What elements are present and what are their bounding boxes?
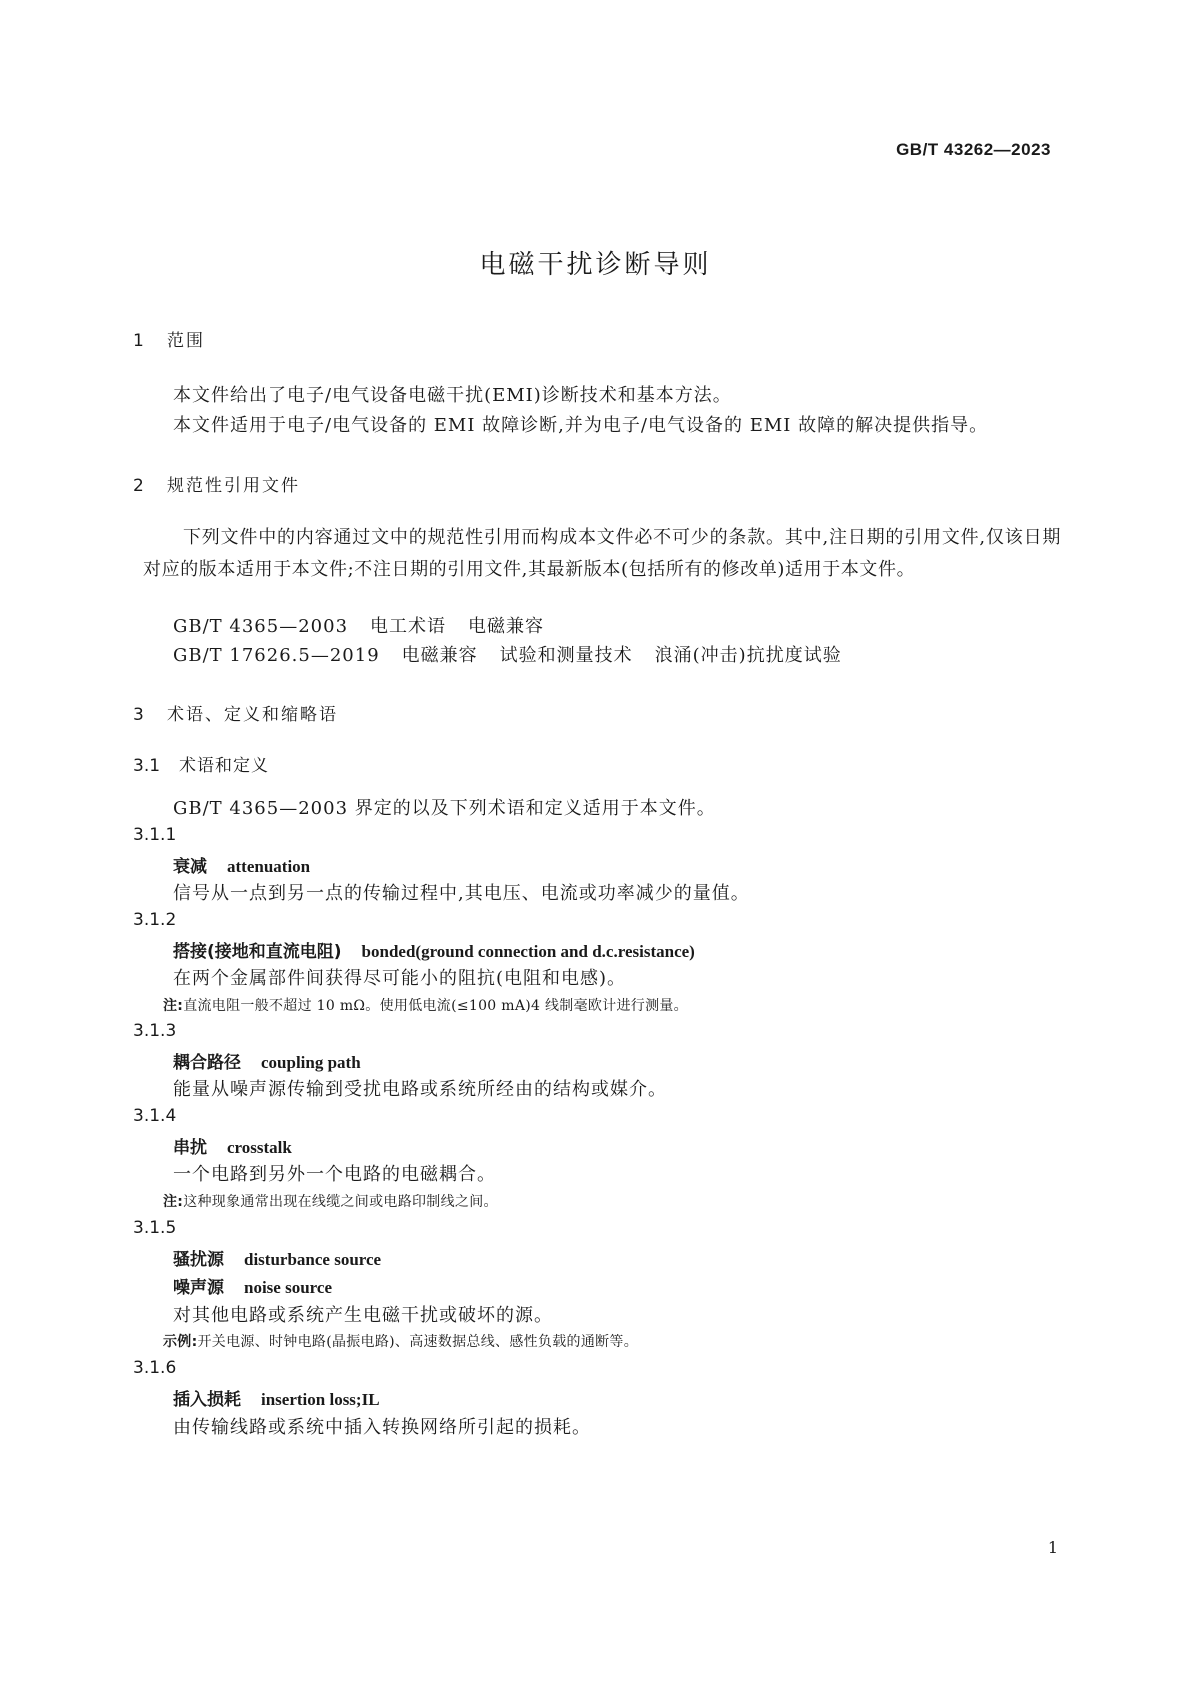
term-example: [163, 1331, 638, 1351]
section-2-intro: 下列文件中的内容通过文中的规范性引用而构成本文件必不可少的条款。其中,注日期的引用文件,仅该日期对应的版本适用于本文件;不注日期的引用文件,其最新版本(包括所有的修改单)适用于本文件。: [143, 527, 1061, 580]
reference-title-part: 电磁兼容: [401, 645, 478, 666]
standard-number: GB/T 43262—2023: [896, 140, 1051, 159]
example-text: 开关电源、时钟电路(晶振电路)、高速数据总线、感性负载的通断等。: [197, 1334, 639, 1350]
term-definition: 由传输线路或系统中插入转换网络所引起的损耗。: [173, 1417, 591, 1438]
term-zh: 骚扰源: [173, 1250, 224, 1270]
page-number: 1: [1047, 1538, 1058, 1557]
term-synonym-heading: [173, 1273, 332, 1298]
term-definition: 一个电路到另外一个电路的电磁耦合。: [173, 1164, 496, 1185]
term-en: disturbance source: [244, 1250, 382, 1269]
subsection-3-1-heading: [133, 751, 269, 776]
section-1-paragraph-1: 本文件给出了电子/电气设备电磁干扰(EMI)诊断技术和基本方法。: [173, 385, 732, 406]
section-number: 1: [133, 331, 144, 351]
term-en: crosstalk: [227, 1138, 292, 1157]
term-en: coupling path: [261, 1053, 361, 1072]
section-1-heading: [133, 326, 205, 351]
term-heading: [173, 1245, 381, 1270]
subsection-3-1-intro: GB/T 4365—2003 界定的以及下列术语和定义适用于本文件。: [173, 798, 716, 819]
section-3-heading: [133, 700, 338, 725]
reference-title-part: 电磁兼容: [468, 616, 545, 637]
term-note: [163, 1191, 498, 1211]
term-number: 3.1.3: [133, 1021, 177, 1041]
term-number: 3.1.5: [133, 1218, 177, 1238]
note-text: 直流电阻一般不超过 10 mΩ。使用低电流(≤100 mA)4 线制毫欧计进行测量。: [183, 998, 688, 1014]
term-heading: [173, 1048, 361, 1073]
term-zh: 插入损耗: [173, 1390, 241, 1410]
reference-code: GB/T 17626.5—2019: [173, 645, 380, 666]
term-definition: 信号从一点到另一点的传输过程中,其电压、电流或功率减少的量值。: [173, 883, 750, 904]
term-definition: 对其他电路或系统产生电磁干扰或破坏的源。: [173, 1305, 553, 1326]
term-zh: 串扰: [173, 1138, 207, 1158]
term-zh: 噪声源: [173, 1278, 224, 1298]
term-note: [163, 995, 688, 1015]
term-heading: [173, 1133, 292, 1158]
note-label: 注:: [163, 1194, 184, 1210]
term-en: noise source: [244, 1278, 332, 1297]
term-zh: 衰减: [173, 857, 207, 877]
reference-code: GB/T 4365—2003: [173, 616, 349, 637]
section-1-paragraph-2: 本文件适用于电子/电气设备的 EMI 故障诊断,并为电子/电气设备的 EMI 故障的解决提供指导。: [173, 415, 989, 436]
term-number: 3.1.4: [133, 1106, 177, 1126]
subsection-title: 术语和定义: [179, 756, 269, 776]
reference-item: [173, 612, 544, 638]
section-title: 术语、定义和缩略语: [167, 705, 338, 725]
note-text: 这种现象通常出现在线缆之间或电路印制线之间。: [183, 1194, 498, 1210]
term-heading: [173, 852, 310, 877]
reference-title-part: 浪涌(冲击)抗扰度试验: [654, 645, 842, 666]
term-number: 3.1.1: [133, 825, 177, 845]
reference-title-part: 试验和测量技术: [499, 645, 633, 666]
section-title: 规范性引用文件: [167, 476, 300, 496]
term-heading: [173, 1385, 380, 1410]
section-2-heading: [133, 471, 300, 496]
section-number: 2: [133, 476, 144, 496]
term-definition: 能量从噪声源传输到受扰电路或系统所经由的结构或媒介。: [173, 1079, 667, 1100]
note-label: 注:: [163, 998, 184, 1014]
term-en: insertion loss;IL: [261, 1390, 380, 1409]
term-number: 3.1.2: [133, 910, 177, 930]
term-en: attenuation: [227, 857, 311, 876]
example-label: 示例:: [163, 1334, 198, 1350]
section-title: 范围: [167, 331, 205, 351]
section-number: 3: [133, 705, 144, 725]
reference-item: [173, 641, 842, 667]
term-number: 3.1.6: [133, 1358, 177, 1378]
term-en: bonded(ground connection and d.c.resistance): [361, 942, 695, 961]
term-zh: 搭接(接地和直流电阻): [173, 942, 342, 962]
term-heading: [173, 937, 695, 962]
subsection-number: 3.1: [133, 756, 161, 776]
reference-title-part: 电工术语: [370, 616, 447, 637]
term-zh: 耦合路径: [173, 1053, 241, 1073]
term-definition: 在两个金属部件间获得尽可能小的阻抗(电阻和电感)。: [173, 968, 627, 989]
document-title: 电磁干扰诊断导则: [479, 250, 712, 280]
